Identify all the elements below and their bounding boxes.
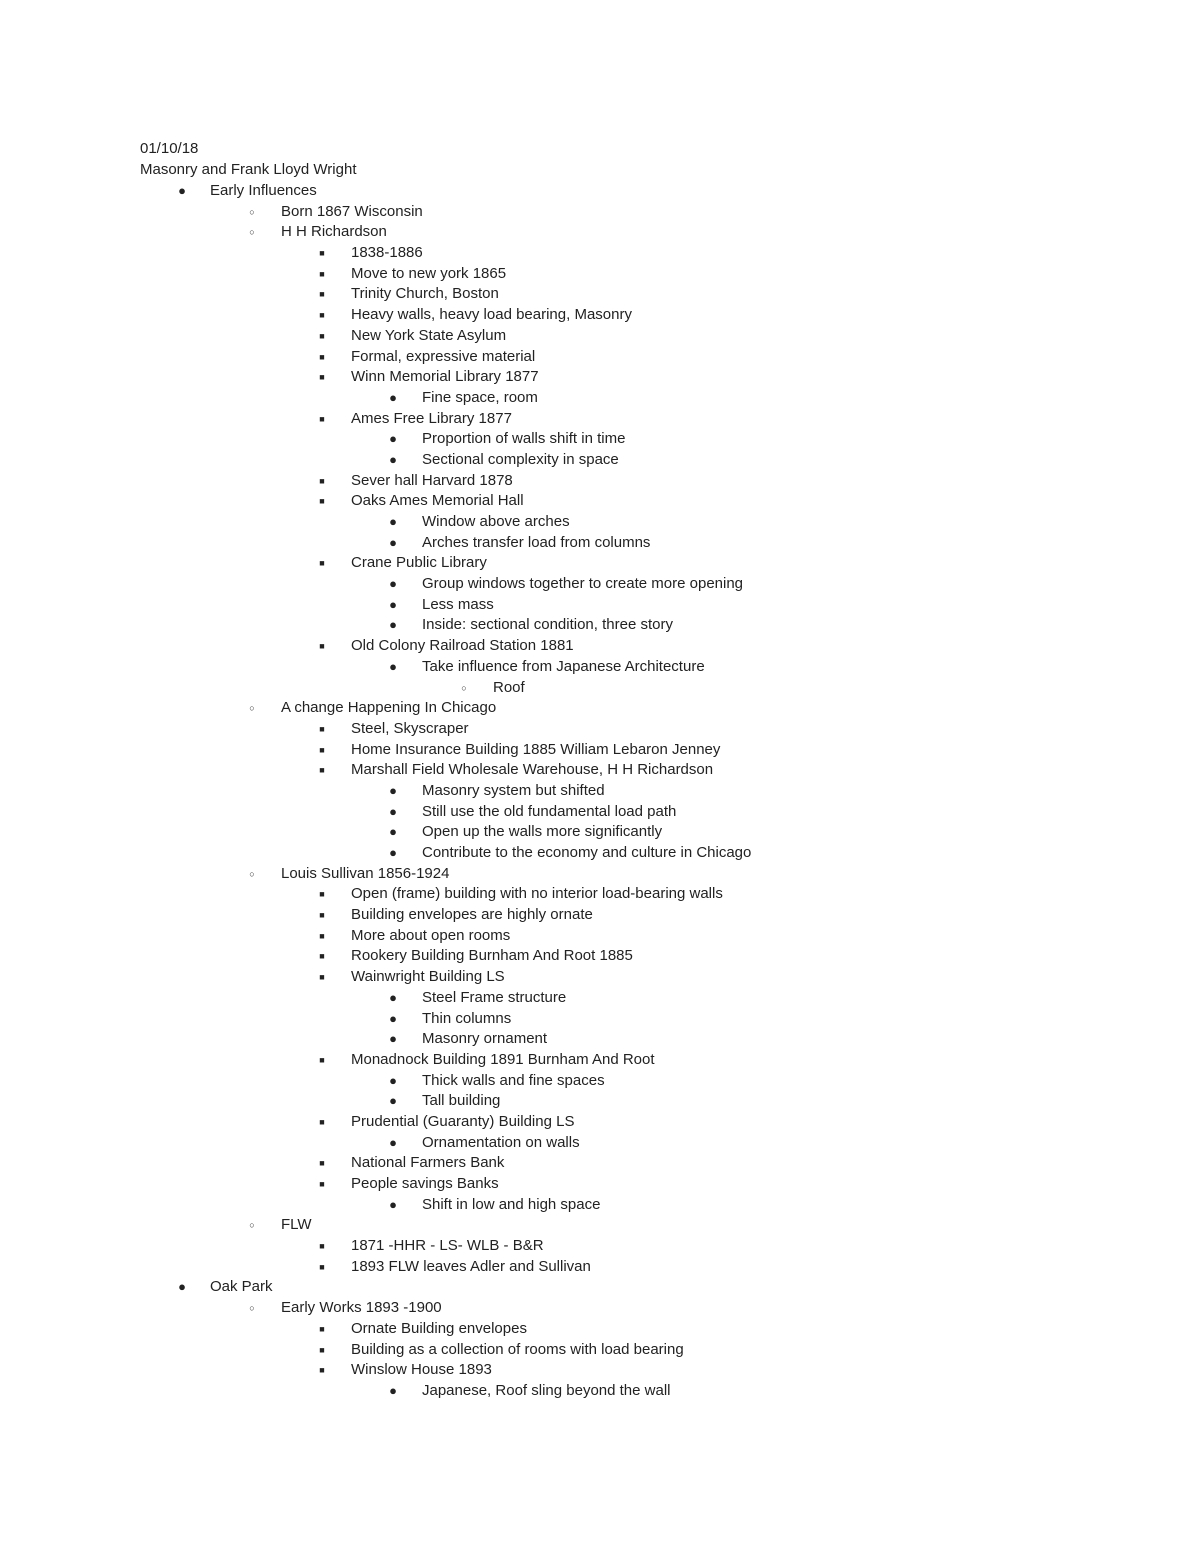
list-item-text: Monadnock Building 1891 Burnham And Root <box>351 1050 655 1068</box>
list-item <box>0 905 1200 926</box>
list-item <box>0 1133 1200 1154</box>
list-item-text: Ornamentation on walls <box>422 1133 580 1151</box>
list-item-text: Marshall Field Wholesale Warehouse, H H Richardson <box>351 761 714 779</box>
list-item <box>0 1236 1200 1257</box>
list-item-text: Louis Sullivan 1856-1924 <box>281 864 450 882</box>
list-item <box>0 1153 1200 1174</box>
list-item-text: Old Colony Railroad Station 1881 <box>351 637 574 655</box>
list-item <box>0 553 1200 574</box>
list-item <box>0 429 1200 450</box>
bullet-icon: ■ <box>319 1179 325 1189</box>
bullet-icon: ■ <box>319 1158 325 1169</box>
list-item <box>0 946 1200 967</box>
list-item-text: Ornate Building envelopes <box>351 1319 527 1337</box>
bullet-icon: ■ <box>319 1344 325 1355</box>
list-item <box>0 202 1200 223</box>
list-item-text: Inside: sectional condition, three story <box>422 616 673 634</box>
list-item-text: Open up the walls more significantly <box>422 823 663 841</box>
bullet-icon: ○ <box>249 868 255 879</box>
list-item-text: Less mass <box>422 595 494 613</box>
list-item-text: Japanese, Roof sling beyond the wall <box>422 1381 671 1399</box>
bullet-icon: ■ <box>319 413 325 424</box>
list-item-text: Thin columns <box>422 1009 512 1027</box>
list-item <box>0 450 1200 471</box>
bullet-icon: ● <box>389 782 397 798</box>
list-item-text: 1838-1886 <box>351 244 423 262</box>
bullet-icon: ● <box>389 1072 397 1088</box>
list-item-text: Sectional complexity in space <box>422 450 619 468</box>
bullet-icon: ● <box>389 658 397 674</box>
list-item <box>0 1340 1200 1361</box>
list-item <box>0 740 1200 761</box>
bullet-icon: ■ <box>319 289 325 300</box>
list-item-text: Prudential (Guaranty) Building LS <box>351 1112 575 1130</box>
list-item-text: Oaks Ames Memorial Hall <box>351 492 524 510</box>
list-item <box>0 719 1200 740</box>
list-item-text: Take influence from Japanese Architecture <box>422 657 705 675</box>
list-item-text: Born 1867 Wisconsin <box>281 202 423 220</box>
list-item-text: National Farmers Bank <box>351 1154 505 1172</box>
list-item <box>0 1029 1200 1050</box>
list-item <box>0 884 1200 905</box>
bullet-icon: ● <box>389 1093 397 1109</box>
list-item-text: Shift in low and high space <box>422 1195 601 1213</box>
list-item <box>0 1091 1200 1112</box>
list-item-text: 1893 FLW leaves Adler and Sullivan <box>351 1257 591 1275</box>
bullet-icon: ● <box>389 534 397 550</box>
list-item <box>0 326 1200 347</box>
list-item-text: Sever hall Harvard 1878 <box>351 471 513 489</box>
list-item <box>0 1257 1200 1278</box>
list-item <box>0 512 1200 533</box>
list-item <box>0 574 1200 595</box>
bullet-icon: ● <box>178 1279 186 1295</box>
bullet-icon: ● <box>389 596 397 612</box>
bullet-icon: ● <box>389 1031 397 1047</box>
list-item <box>0 264 1200 285</box>
list-item-text: Open (frame) building with no interior load-bearing walls <box>351 885 723 903</box>
list-item <box>0 388 1200 409</box>
bullet-icon: ● <box>389 1010 397 1026</box>
list-item <box>0 864 1200 885</box>
list-item-text: Formal, expressive material <box>351 347 536 365</box>
bullet-icon: ○ <box>249 1220 255 1231</box>
note-title: Masonry and Frank Lloyd Wright <box>140 161 357 178</box>
list-item <box>0 1215 1200 1236</box>
bullet-icon: ● <box>389 514 397 529</box>
bullet-icon: ■ <box>319 372 325 383</box>
list-item-text: Arches transfer load from columns <box>422 533 651 551</box>
list-item <box>0 698 1200 719</box>
list-item-text: Fine space, room <box>422 388 538 406</box>
list-item-text: Proportion of walls shift in time <box>422 430 626 448</box>
list-item-text: Winn Memorial Library 1877 <box>351 368 539 386</box>
list-item-text: H H Richardson <box>281 223 387 241</box>
bullet-icon: ■ <box>319 930 325 941</box>
bullet-icon: ● <box>389 803 397 819</box>
list-item <box>0 1174 1200 1195</box>
bullet-icon: ■ <box>319 1261 325 1272</box>
list-item-text: Move to new york 1865 <box>351 264 507 282</box>
list-item <box>0 347 1200 368</box>
list-item-text: Heavy walls, heavy load bearing, Masonry <box>351 306 632 324</box>
bullet-icon: ● <box>389 845 397 860</box>
bullet-icon: ● <box>389 451 397 467</box>
list-item <box>0 533 1200 554</box>
list-item <box>0 802 1200 823</box>
bullet-icon: ● <box>389 989 397 1005</box>
list-item-text: FLW <box>281 1216 312 1234</box>
bullet-icon: ■ <box>319 1116 325 1127</box>
list-item <box>0 1319 1200 1340</box>
list-item-text: Steel Frame structure <box>422 988 567 1006</box>
list-item-text: Ames Free Library 1877 <box>351 409 512 427</box>
list-item <box>0 822 1200 843</box>
list-item <box>0 636 1200 657</box>
bullet-icon: ■ <box>319 765 325 776</box>
list-item-text: Rookery Building Burnham And Root 1885 <box>351 947 633 965</box>
bullet-icon: ■ <box>319 330 325 341</box>
bullet-icon: ○ <box>249 703 255 714</box>
bullet-icon: ■ <box>319 268 325 279</box>
bullet-icon: ■ <box>319 889 325 900</box>
list-item <box>0 926 1200 947</box>
list-item-text: Steel, Skyscraper <box>351 719 469 737</box>
bullet-icon: ■ <box>319 1054 325 1065</box>
bullet-icon: ○ <box>249 206 255 217</box>
list-item <box>0 243 1200 264</box>
bullet-icon: ■ <box>319 1323 325 1334</box>
bullet-icon: ● <box>389 389 397 405</box>
bullet-icon: ○ <box>249 227 255 238</box>
list-item-text: Group windows together to create more opening <box>422 575 744 593</box>
list-item <box>0 678 1200 699</box>
list-item-text: Trinity Church, Boston <box>351 285 499 303</box>
list-item-text: Roof <box>493 678 525 696</box>
list-item-text: More about open rooms <box>351 926 511 944</box>
list-item <box>0 988 1200 1009</box>
list-item <box>0 1112 1200 1133</box>
list-item <box>0 409 1200 430</box>
bullet-icon: ● <box>389 1382 397 1398</box>
list-item <box>0 367 1200 388</box>
list-item <box>0 1009 1200 1030</box>
list-item-text: Contribute to the economy and culture in Chicago <box>422 844 752 861</box>
list-item <box>0 760 1200 781</box>
list-item-text: Early Influences <box>210 182 317 199</box>
bullet-icon: ● <box>389 1196 397 1212</box>
list-item-text: 1871 -HHR - LS- WLB - B&R <box>351 1237 544 1255</box>
bullet-icon: ■ <box>319 1241 325 1252</box>
list-item <box>0 1381 1200 1402</box>
list-item <box>0 657 1200 678</box>
list-item <box>0 1298 1200 1319</box>
list-item <box>0 305 1200 326</box>
bullet-icon: ■ <box>319 351 325 362</box>
list-item-text: Oak Park <box>210 1278 273 1296</box>
list-item-text: Early Works 1893 -1900 <box>281 1299 442 1317</box>
bullet-icon: ■ <box>319 744 325 755</box>
list-item-text: Wainwright Building LS <box>351 968 505 986</box>
bullet-icon: ■ <box>319 951 325 962</box>
list-item <box>0 781 1200 802</box>
list-item-text: Masonry ornament <box>422 1030 548 1048</box>
list-item <box>0 1360 1200 1381</box>
list-item <box>0 222 1200 243</box>
bullet-icon: ■ <box>319 475 325 486</box>
list-item <box>0 1071 1200 1092</box>
list-item-text: A change Happening In Chicago <box>281 699 497 717</box>
list-item <box>0 1050 1200 1071</box>
list-item-text: Still use the old fundamental load path <box>422 802 677 820</box>
bullet-icon: ● <box>389 824 397 840</box>
bullet-icon: ■ <box>319 1365 325 1376</box>
list-item-text: Tall building <box>422 1092 501 1110</box>
bullet-icon: ■ <box>319 310 325 321</box>
list-item <box>0 1195 1200 1216</box>
bullet-icon: ● <box>389 431 397 447</box>
list-item <box>0 843 1200 864</box>
bullet-icon: ● <box>389 576 397 592</box>
list-item <box>0 595 1200 616</box>
list-item-text: Winslow House 1893 <box>351 1361 492 1379</box>
bullet-icon: ■ <box>319 972 325 983</box>
bullet-icon: ■ <box>319 910 325 921</box>
list-item <box>0 284 1200 305</box>
list-item-text: Masonry system but shifted <box>422 781 605 799</box>
list-item-text: Crane Public Library <box>351 554 487 572</box>
list-item <box>0 615 1200 636</box>
bullet-icon: ■ <box>319 496 325 507</box>
list-item-text: Home Insurance Building 1885 William Lebaron Jenney <box>351 740 721 758</box>
bullet-icon: ○ <box>249 1303 255 1314</box>
bullet-icon: ● <box>389 617 397 633</box>
bullet-icon: ■ <box>319 723 325 734</box>
list-item-text: Building envelopes are highly ornate <box>351 906 593 924</box>
bullet-icon: ■ <box>319 248 325 259</box>
list-item-text: Thick walls and fine spaces <box>422 1071 605 1089</box>
list-item-text: New York State Asylum <box>351 326 507 344</box>
bullet-icon: ● <box>389 1134 397 1150</box>
bullet-icon: ■ <box>319 558 325 569</box>
list-item-text: People savings Banks <box>351 1175 499 1192</box>
list-item <box>0 471 1200 492</box>
bullet-icon: ○ <box>461 682 467 693</box>
list-item <box>0 1277 1200 1298</box>
note-date: 01/10/18 <box>140 140 199 157</box>
list-item-text: Window above arches <box>422 513 570 530</box>
list-item-text: Building as a collection of rooms with load bearing <box>351 1340 684 1358</box>
list-item <box>0 491 1200 512</box>
outline-list <box>0 181 1200 1402</box>
bullet-icon: ■ <box>319 641 325 652</box>
list-item <box>0 967 1200 988</box>
bullet-icon: ● <box>178 183 186 198</box>
list-item <box>0 181 1200 202</box>
